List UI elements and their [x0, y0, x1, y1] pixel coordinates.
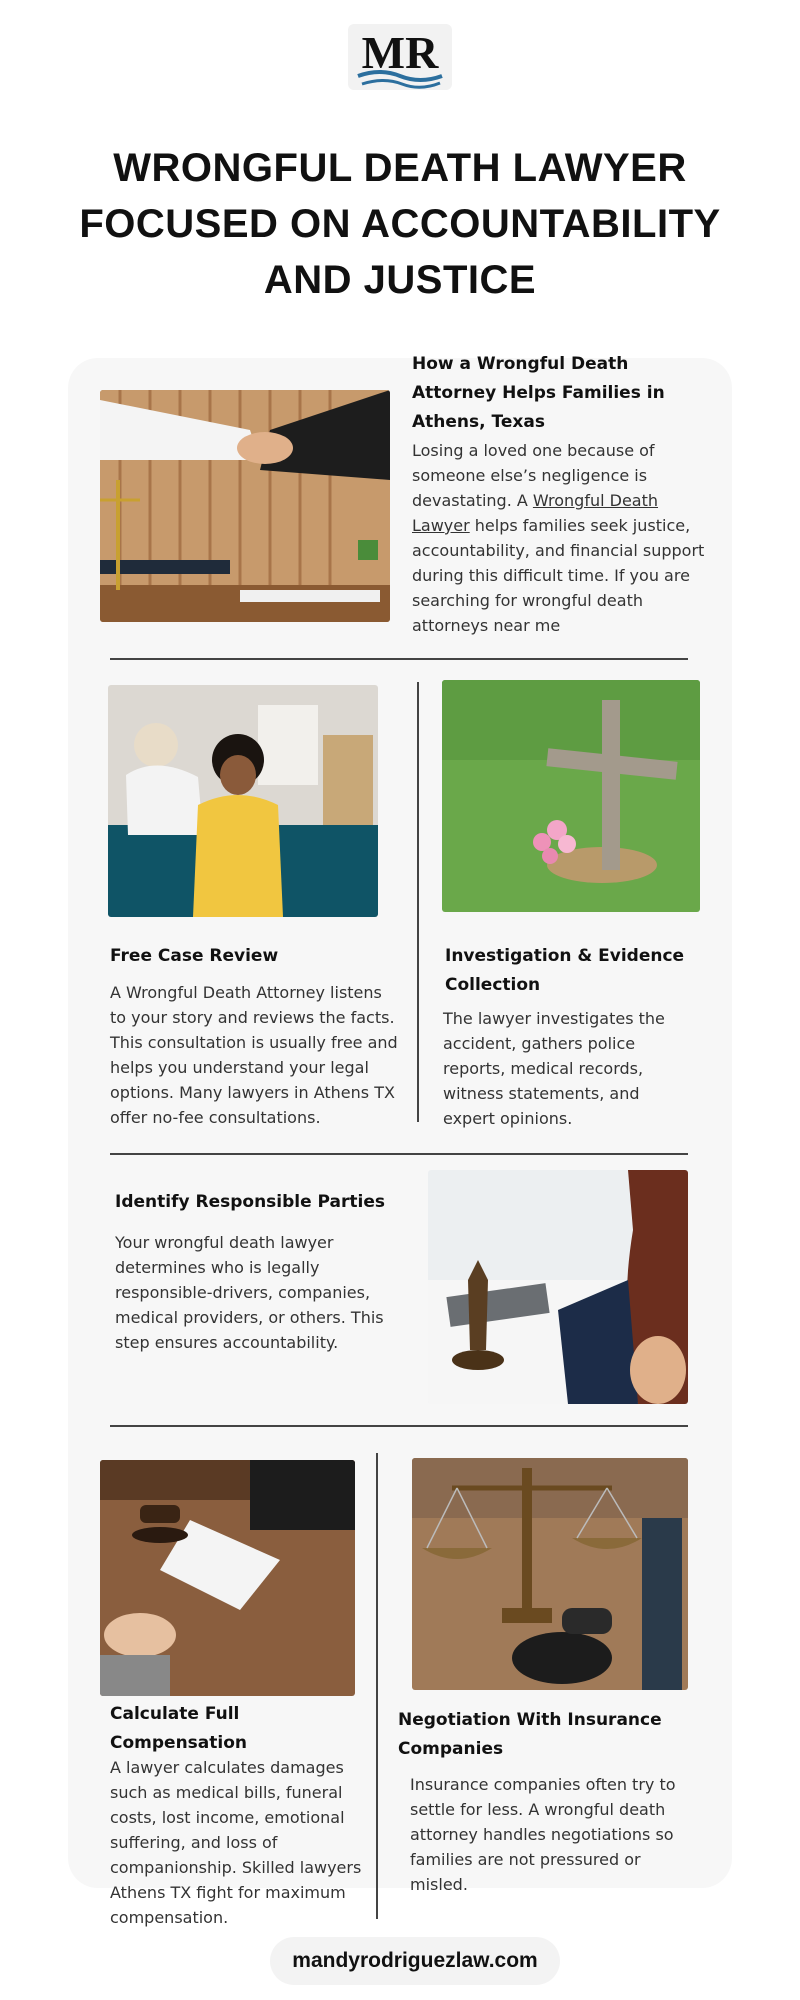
responsible-parties-text: Your wrongful death lawyer determines who is legally responsible-drivers, companies, medical providers, or others. This step ensures accountability. — [115, 1233, 384, 1352]
lady-justice-photo — [428, 1170, 688, 1404]
divider — [110, 1153, 688, 1155]
handshake-photo — [100, 390, 390, 622]
intro-text — [412, 438, 712, 638]
wrongful-death-lawyer-link[interactable]: Wrongful Death Lawyer — [412, 491, 659, 535]
investigation-heading: Investigation & Evidence Collection — [445, 946, 685, 995]
intro-text-end: helps families seek justice, accountability, and financial support during this difficult time. If you are searching for wrongful death attorneys near me — [412, 516, 705, 635]
gavel-signing-photo — [100, 1460, 355, 1696]
negotiation-text: Insurance companies often try to settle for less. A wrongful death attorney handles negotiations so families are not pressured or misled. — [410, 1775, 676, 1894]
grieving-woman-photo — [108, 685, 378, 917]
intro-heading: How a Wrongful Death Attorney Helps Families in Athens, Texas — [412, 354, 665, 432]
grave-cross-photo — [442, 680, 700, 912]
investigation-text: The lawyer investigates the accident, gathers police reports, medical records, witness statements, and expert opinions. — [443, 1009, 665, 1128]
scales-gavel-photo — [412, 1458, 688, 1690]
free-case-review-heading: Free Case Review — [110, 946, 279, 966]
responsible-parties-heading: Identify Responsible Parties — [115, 1192, 386, 1212]
intro-text-start: Losing a loved one because of someone else’s negligence is devastating. A — [412, 441, 655, 510]
logo — [340, 20, 460, 95]
negotiation-heading: Negotiation With Insurance Companies — [398, 1710, 662, 1759]
divider — [110, 1425, 688, 1427]
divider — [110, 658, 688, 660]
free-case-review-text: A Wrongful Death Attorney listens to your story and reviews the facts. This consultation is usually free and helps you understand your legal options. Many lawyers in Athens TX offer no-fee consultations. — [110, 983, 398, 1127]
vertical-divider — [376, 1453, 378, 1919]
logo-text: MR — [361, 27, 439, 78]
compensation-text: A lawyer calculates damages such as medical bills, funeral costs, lost income, emotional suffering, and loss of companionship. Skilled lawyers Athens TX fight for maximum compensation. — [110, 1758, 362, 1927]
compensation-heading: Calculate Full Compensation — [110, 1704, 247, 1753]
website-link[interactable]: mandyrodriguezlaw.com — [270, 1937, 560, 1985]
page-title: WRONGFUL DEATH LAWYER FOCUSED ON ACCOUNTABILITY AND JUSTICE — [79, 146, 721, 302]
vertical-divider — [417, 682, 419, 1122]
